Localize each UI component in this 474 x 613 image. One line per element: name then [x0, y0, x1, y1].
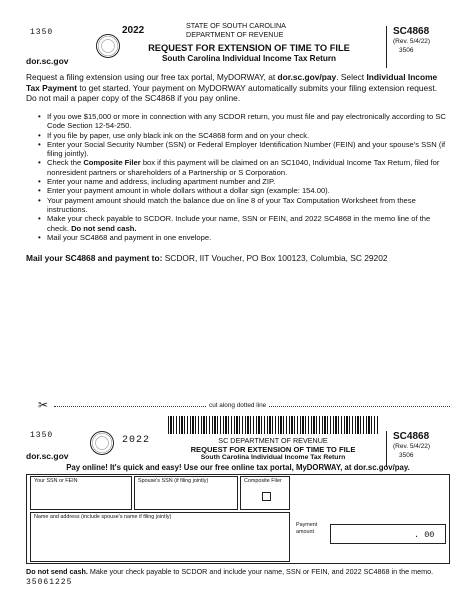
voucher-form-id-box: [386, 431, 450, 467]
name-address-label: Name and address (include spouse's name if filing jointly): [34, 514, 172, 520]
tax-year: 2022: [122, 25, 145, 36]
barcode-icon: [168, 416, 378, 434]
instruction-item: • Enter your payment amount in whole dollars without a dollar sign (example: 154.00).: [38, 186, 448, 195]
pay-online-notice: Pay online! It's quick and easy! Use our free online tax portal, MyDORWAY, at dor.sc.gov/pay.: [66, 463, 410, 472]
name-address-field[interactable]: [30, 512, 290, 562]
ssn-label: Your SSN or FEIN: [34, 478, 78, 484]
website: dor.sc.gov: [26, 56, 69, 66]
instruction-item: • If you owe $15,000 or more in connection with any SCDOR return, you must file and pay electronically according to SC Code Section 12-54-250.: [38, 112, 448, 131]
instruction-item: • Your payment amount should match the balance due on line 8 of your Tax Computation Worksheet from these instructions.: [38, 196, 448, 215]
payment-label-line: amount: [296, 529, 314, 535]
mail-label: Mail your SC4868 and payment to:: [26, 253, 163, 263]
intro-text: . Select: [336, 72, 367, 82]
payment-amount-value: . 00: [414, 530, 435, 540]
voucher-department: SC DEPARTMENT OF REVENUE: [218, 436, 328, 445]
voucher-revision: (Rev. 5/4/22): [393, 443, 431, 450]
composite-filer-label: Composite Filer: [244, 478, 282, 484]
intro-bold: Individual Income Tax Payment: [26, 72, 438, 93]
voucher-form-number: SC4868: [393, 431, 430, 442]
intro-text: Request a filing extension using our free tax portal, MyDORWAY, at: [26, 72, 278, 82]
intro-text: to get started. Your payment on MyDORWAY automatically submits your filing extension request. Do not mail a paper copy of the SC4868 if you pay online.: [26, 82, 438, 104]
spouse-ssn-label: Spouse's SSN (if filing jointly): [138, 478, 209, 484]
voucher-subtitle: South Carolina Individual Income Tax Return: [200, 454, 346, 461]
scan-code: 35061225: [26, 578, 73, 587]
agency: [186, 21, 286, 39]
no-cash-bold: Do not send cash.: [26, 567, 88, 576]
instruction-item: • Make your check payable to SCDOR. Include your name, SSN or FEIN, and 2022 SC4868 in the memo line of the check. Do not send cash.: [38, 214, 448, 233]
scissors-icon: ✂: [38, 398, 49, 412]
department-name: DEPARTMENT OF REVENUE: [186, 30, 284, 39]
intro-paragraph: [26, 72, 450, 104]
form-title: REQUEST FOR EXTENSION OF TIME TO FILE: [148, 43, 350, 53]
voucher-code: 1350: [30, 431, 54, 440]
form-revision: (Rev. 5/4/22): [393, 38, 431, 45]
state-seal-icon: [96, 34, 120, 58]
voucher-sequence: 3506: [399, 452, 414, 459]
mailing-address: [26, 253, 388, 263]
no-cash-text: Make your check payable to SCDOR and include your name, SSN or FEIN, and 2022 SC4868 in the memo.: [87, 567, 434, 576]
no-cash-notice: [26, 567, 458, 576]
voucher-year: 2022: [122, 435, 151, 446]
instruction-item: • Mail your SC4868 and payment in one envelope.: [38, 233, 448, 242]
portal-link[interactable]: dor.sc.gov/pay: [277, 72, 337, 82]
voucher-title: REQUEST FOR EXTENSION OF TIME TO FILE: [190, 445, 356, 454]
form-number: SC4868: [393, 26, 430, 37]
form-sequence: 3506: [399, 47, 414, 54]
state-name: STATE OF SOUTH CAROLINA: [186, 21, 286, 30]
instruction-item: • If you file by paper, use only black ink on the SC4868 form and on your check.: [38, 131, 448, 140]
instruction-item: • Check the Composite Filer box if this payment will be claimed on an SC1040, Individual Income Tax Return, filed for nonresident partners or shareholders of a Partnership or S Corporation.: [38, 158, 448, 177]
payment-amount-label: [296, 522, 317, 536]
voucher-seal-icon: [90, 431, 114, 455]
form-subtitle: South Carolina Individual Income Tax Return: [161, 54, 337, 63]
composite-filer-checkbox[interactable]: [262, 492, 271, 501]
instruction-item: • Enter your Social Security Number (SSN) or Federal Employer Identification Number (FEIN) and your spouse's SSN (if filing jointly).: [38, 140, 448, 159]
ssn-field[interactable]: [30, 476, 132, 510]
form-id-box: [386, 26, 450, 68]
spouse-ssn-field[interactable]: [134, 476, 238, 510]
payment-label-line: Payment: [296, 522, 318, 528]
instructions-list: [38, 112, 448, 242]
cut-line-label: cut along dotted line: [206, 402, 269, 409]
mail-address: SCDOR, IIT Voucher, PO Box 100123, Columbia, SC 29202: [162, 253, 388, 263]
instruction-item: • Enter your name and address, including apartment number and ZIP.: [38, 177, 448, 186]
voucher-website: dor.sc.gov: [26, 451, 69, 461]
form-code: 1350: [30, 28, 54, 37]
